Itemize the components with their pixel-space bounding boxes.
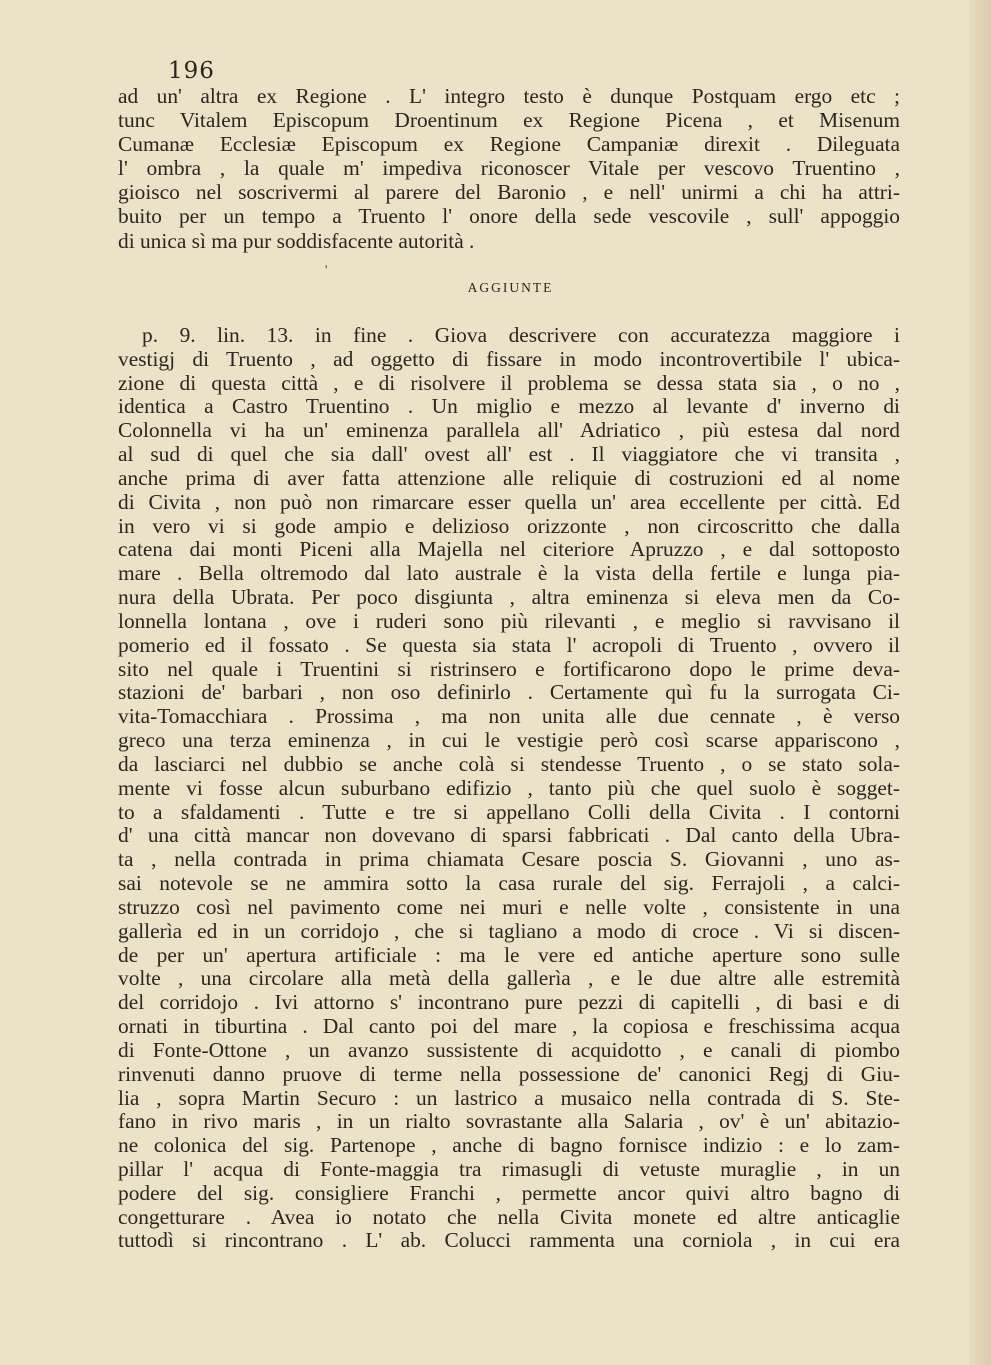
text-line: congetturare . Avea io notato che nella Civita monete ed altre anticaglie: [118, 1204, 900, 1229]
page-number: 196: [168, 58, 215, 84]
text-line: lia , sopra Martin Securo : un lastrico a musaico nella contrada di S. Ste-: [118, 1085, 900, 1110]
text-line: Colonnella vi ha un' eminenza parallela all' Adriatico , più estesa dal nord: [118, 418, 900, 443]
text-line: anche prima di aver fatta attenzione alle reliquie di costruzioni ed al nome: [118, 465, 900, 490]
text-line: ta , nella contrada in prima chiamata Cesare poscia S. Giovanni , uno as-: [118, 847, 900, 872]
text-line: lonnella lontana , ove i ruderi sono più rilevanti , e meglio si ravvisano il: [118, 608, 900, 633]
intro-paragraph: [118, 84, 900, 253]
text-line: d' una città mancar non dovevano di sparsi fabbricati . Dal canto della Ubra-: [118, 823, 900, 848]
text-line: Cumanæ Ecclesiæ Episcopum ex Regione Campaniæ direxit . Dileguata: [118, 132, 900, 157]
text-line: in vero vi si gode ampio e delizioso orizzonte , non circoscritto che dalla: [118, 513, 900, 538]
text-line: gioisco nel soscrivermi al parere del Baronio , e nell' unirmi a chi ha attri-: [118, 180, 900, 205]
text-line: sai notevole se ne ammira sotto la casa rurale del sig. Ferrajoli , a calci-: [118, 871, 900, 896]
text-line: rinvenuti danno pruove di terme nella possessione de' canonici Regj di Giu-: [118, 1061, 900, 1086]
text-line: di Civita , non può non rimarcare esser quella un' area eccellente per città. Ed: [118, 489, 900, 514]
text-line: stazioni de' barbari , non oso definirlo . Certamente quì fu la surrogata Ci-: [118, 680, 900, 705]
text-line: podere del sig. consigliere Franchi , permette ancor quivi altro bagno di: [118, 1180, 900, 1205]
text-line: volte , una circolare alla metà della gallerìa , e le due altre alle estremità: [118, 966, 900, 991]
text-line: tunc Vitalem Episcopum Droentinum ex Regione Picena , et Misenum: [118, 108, 900, 133]
text-line: greco una terza eminenza , in cui le vestigie però così scarse apparisconо ,: [118, 728, 900, 753]
text-line: pillar l' acqua di Fonte-maggia tra rimasugli di vetuste muraglie , in un: [118, 1156, 900, 1181]
text-line: di Fonte-Ottone , un avanzo sussistente di acquidotto , e canali di piombo: [118, 1037, 900, 1062]
text-line: pomerio ed il fossato . Se questa sia stata l' acropoli di Truento , ovvero il: [118, 632, 900, 657]
body-paragraph: [118, 324, 900, 1253]
text-line: gallerìa ed in un corridojo , che si tagliano a modo di croce . Vi si discen-: [118, 918, 900, 943]
text-line: ne colonica del sig. Partenope , anche di bagno fornisce indizio : e lo zam-: [118, 1133, 900, 1158]
text-line: zione di questa città , e di risolvere il problema se dessa stata sia , o no ,: [118, 370, 900, 395]
text-line: ad un' altra ex Regione . L' integro testo è dunque Postquam ergo etc ;: [118, 84, 900, 108]
text-line: p. 9. lin. 13. in fine . Giova descrivere con accuratezza maggiore i: [142, 323, 900, 347]
text-line: de per un' apertura artificiale : ma le vere ed antiche aperture sono sulle: [118, 942, 900, 967]
stray-mark: ': [325, 262, 328, 277]
text-line: sito nel quale i Truentini si ristrinsero e fortificarono dopo le prime deva-: [118, 656, 900, 681]
text-line: tuttodì si rincontrano . L' ab. Colucci rammenta una corniola , in cui era: [118, 1228, 900, 1253]
text-line: da lasciarci nel dubbio se anche colà si stendesse Truento , o se stato sola-: [118, 751, 900, 776]
text-line: mente vi fosse alcun suburbano edifizio , tanto più che quel suolo è sogget-: [118, 775, 900, 800]
text-line: identica a Castro Truentino . Un miglio e mezzo al levante d' inverno di: [118, 394, 900, 419]
text-line: mare . Bella oltremodo dal lato australe è la vista della fertile e lunga pia-: [118, 561, 900, 586]
text-line: struzzo così nel pavimento come nei muri e nelle volte , consistente in una: [118, 894, 900, 919]
text-line: al sud di quel che sia dall' ovest all' est . Il viaggiatore che vi transita ,: [118, 442, 900, 467]
text-line: catena dai monti Piceni alla Majella nel citeriore Apruzzo , e dal sottoposto: [118, 537, 900, 562]
text-line: nura della Ubrata. Per poco disgiunta , altra eminenza si eleva men da Co-: [118, 585, 900, 610]
text-line: buito per un tempo a Truento l' onore della sede vescovile , sull' appoggio: [118, 204, 900, 229]
text-line: vestigj di Truento , ad oggetto di fissare in modo incontrovertibile l' ubica-: [118, 346, 900, 371]
text-line: ornati in tiburtina . Dal canto poi del mare , la copiosa e freschissima acqua: [118, 1014, 900, 1039]
page-edge: [969, 0, 991, 1365]
section-heading: AGGIUNTE: [467, 280, 554, 295]
text-line: fano in rivo maris , in un rialto sovrastante alla Salaria , ov' è un' abitazio-: [118, 1109, 900, 1134]
text-line: to a sfaldamenti . Tutte e tre si appellano Colli della Civita . I contorni: [118, 799, 900, 824]
text-line: l' ombra , la quale m' impediva riconoscer Vitale per vescovo Truentino ,: [118, 156, 900, 181]
text-line: vita-Tomacchiara . Prossima , ma non unita alle due cennate , è verso: [118, 704, 900, 729]
text-line: del corridojo . Ivi attorno s' incontrano pure pezzi di capitelli , di basi e di: [118, 990, 900, 1015]
text-line: di unica sì ma pur soddisfacente autorità .: [118, 228, 475, 253]
